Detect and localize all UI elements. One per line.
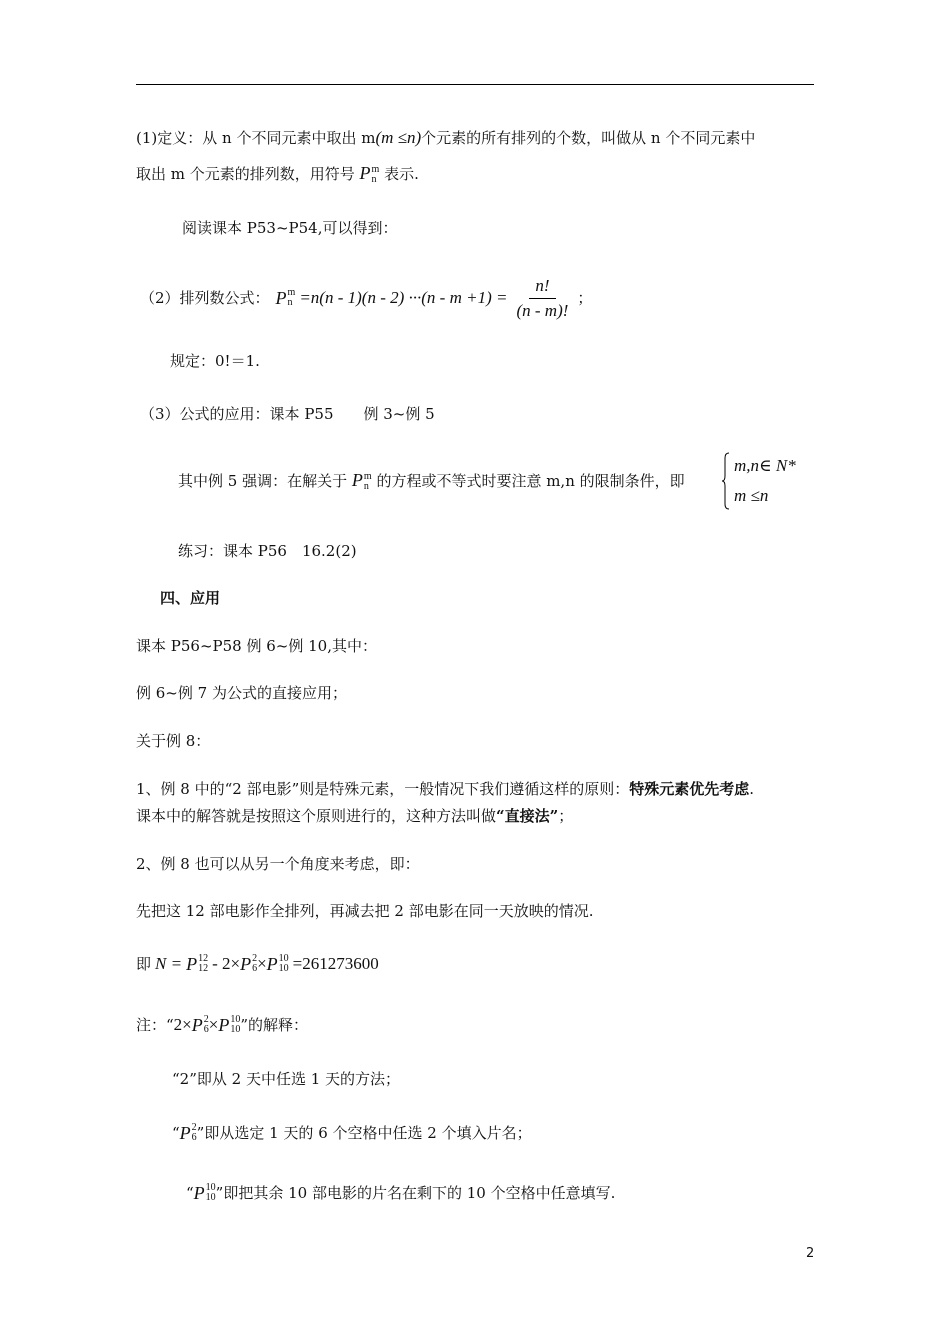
sup-sub (198, 954, 208, 974)
denominator: (n - m)! (516, 300, 569, 320)
explain-p62 (172, 1120, 532, 1146)
text: ”即从选定 1 天的 6 个空格中任选 2 个填入片名； (196, 1124, 532, 1142)
explain-p1010 (186, 1180, 615, 1206)
times: × (208, 1015, 219, 1034)
section-heading: 四、应用 (160, 589, 221, 607)
n-formula-line (136, 951, 379, 977)
two-times: 2× (173, 1015, 192, 1034)
sub: n (363, 481, 369, 492)
point-1-line-1 (136, 779, 754, 799)
formula-expanded: =n(n - 1)(n - 2) ···(n - m +1) = (299, 288, 508, 307)
application-line: （3）公式的应用：课本 P55 例 3~例 5 (140, 405, 435, 423)
definition-line-2 (136, 163, 419, 185)
minus-two-times: - 2× (212, 954, 241, 973)
sup: 12 (198, 953, 209, 964)
text: 表示. (384, 165, 419, 183)
sup-sub (230, 1015, 240, 1035)
sub: 6 (203, 1024, 209, 1035)
bold-principle: 特殊元素优先考虑 (629, 780, 750, 798)
sup: m (363, 471, 372, 482)
symbol-p: P (186, 954, 198, 974)
point-2-line: 2、例 8 也可以从另一个角度来考虑，即： (136, 855, 420, 873)
sup-sub (206, 1183, 216, 1203)
sup-sub (279, 954, 289, 974)
text: . (749, 780, 755, 798)
about-example8: 关于例 8： (136, 732, 211, 750)
n-expr: N = (155, 954, 183, 973)
example5-line (178, 470, 685, 492)
numerator: n! (529, 276, 555, 299)
reading-note: 阅读课本 P53~P54,可以得到： (182, 219, 398, 237)
sub: n (287, 297, 293, 308)
math-m-le-n: (m ≤n) (375, 128, 422, 147)
symbol-p: P (191, 1015, 203, 1035)
sub: 10 (205, 1192, 216, 1203)
formula-line (140, 276, 592, 320)
note-line (136, 1012, 308, 1038)
text: ”的解释： (240, 1016, 309, 1034)
sub: 6 (191, 1132, 197, 1143)
symbol-p: P (179, 1123, 191, 1143)
sup: 10 (205, 1182, 216, 1193)
sup-sub (372, 165, 380, 185)
text: 其中例 5 强调：在解关于 (178, 472, 348, 490)
sup: 10 (230, 1014, 241, 1025)
symbol-p: P (218, 1015, 230, 1035)
symbol-p: P (359, 163, 371, 183)
sub: 6 (252, 963, 258, 974)
text: （2）排列数公式： (140, 289, 270, 307)
sup: m (287, 287, 296, 298)
result: =261273600 (292, 954, 379, 973)
text: 即 (136, 955, 152, 973)
text: 1、例 8 中的“2 部电影”则是特殊元素，一般情况下我们遵循这样的原则： (136, 780, 630, 798)
text: 个元素的所有排列的个数，叫做从 n 个不同元素中 (421, 129, 756, 147)
text: 的方程或不等式时要注意 m,n 的限制条件，即 (376, 472, 685, 490)
sub: 10 (278, 963, 289, 974)
sup: 2 (252, 953, 258, 964)
condition-2: m ≤n (734, 486, 769, 505)
direct-application-line: 例 6~例 7 为公式的直接应用； (136, 684, 347, 702)
sup: 2 (203, 1014, 209, 1025)
symbol-p: P (193, 1183, 205, 1203)
times: × (257, 954, 267, 973)
text: 课本中的解答就是按照这个原则进行的，这种方法叫做 (136, 807, 497, 825)
text: “ (172, 1124, 180, 1142)
sub: 12 (198, 963, 209, 974)
text: ”即把其余 10 部电影的片名在剩下的 10 个空格中任意填写. (215, 1184, 616, 1202)
sub: 10 (230, 1024, 241, 1035)
text: ； (558, 807, 574, 825)
text: ； (577, 289, 593, 307)
explain-2: “2”即从 2 天中任选 1 天的方法； (172, 1070, 401, 1088)
sup: 2 (191, 1122, 197, 1133)
text: 注：“ (136, 1016, 174, 1034)
point-1-line-2 (136, 806, 573, 826)
sub: n (371, 174, 377, 185)
condition-1: m,n∈ N* (734, 456, 796, 475)
symbol-p: P (240, 954, 252, 974)
text: 取出 m 个元素的排列数，用符号 (136, 165, 355, 183)
sup-sub (288, 288, 296, 308)
symbol-p: P (266, 954, 278, 974)
left-brace (722, 452, 730, 510)
symbol-p: P (351, 470, 363, 490)
header-rule (136, 84, 814, 85)
definition-line-1 (136, 128, 755, 148)
fraction (510, 276, 574, 321)
textbook-line: 课本 P56~P58 例 6~例 10,其中： (136, 637, 377, 655)
full-permutation-line: 先把这 12 部电影作全排列，再减去把 2 部电影在同一天放映的情况. (136, 902, 594, 920)
exercise-line: 练习：课本 P56 16.2(2) (178, 542, 357, 560)
rule-note: 规定：0!＝1. (170, 352, 260, 370)
bold-direct-method: “直接法” (496, 807, 559, 825)
text: “ (186, 1184, 194, 1202)
sup: 10 (278, 953, 289, 964)
text: (1)定义：从 n 个不同元素中取出 m (136, 129, 376, 147)
sup-sub (364, 472, 372, 492)
symbol-p: P (275, 288, 287, 308)
sup: m (371, 164, 380, 175)
page-number: 2 (806, 1246, 815, 1261)
